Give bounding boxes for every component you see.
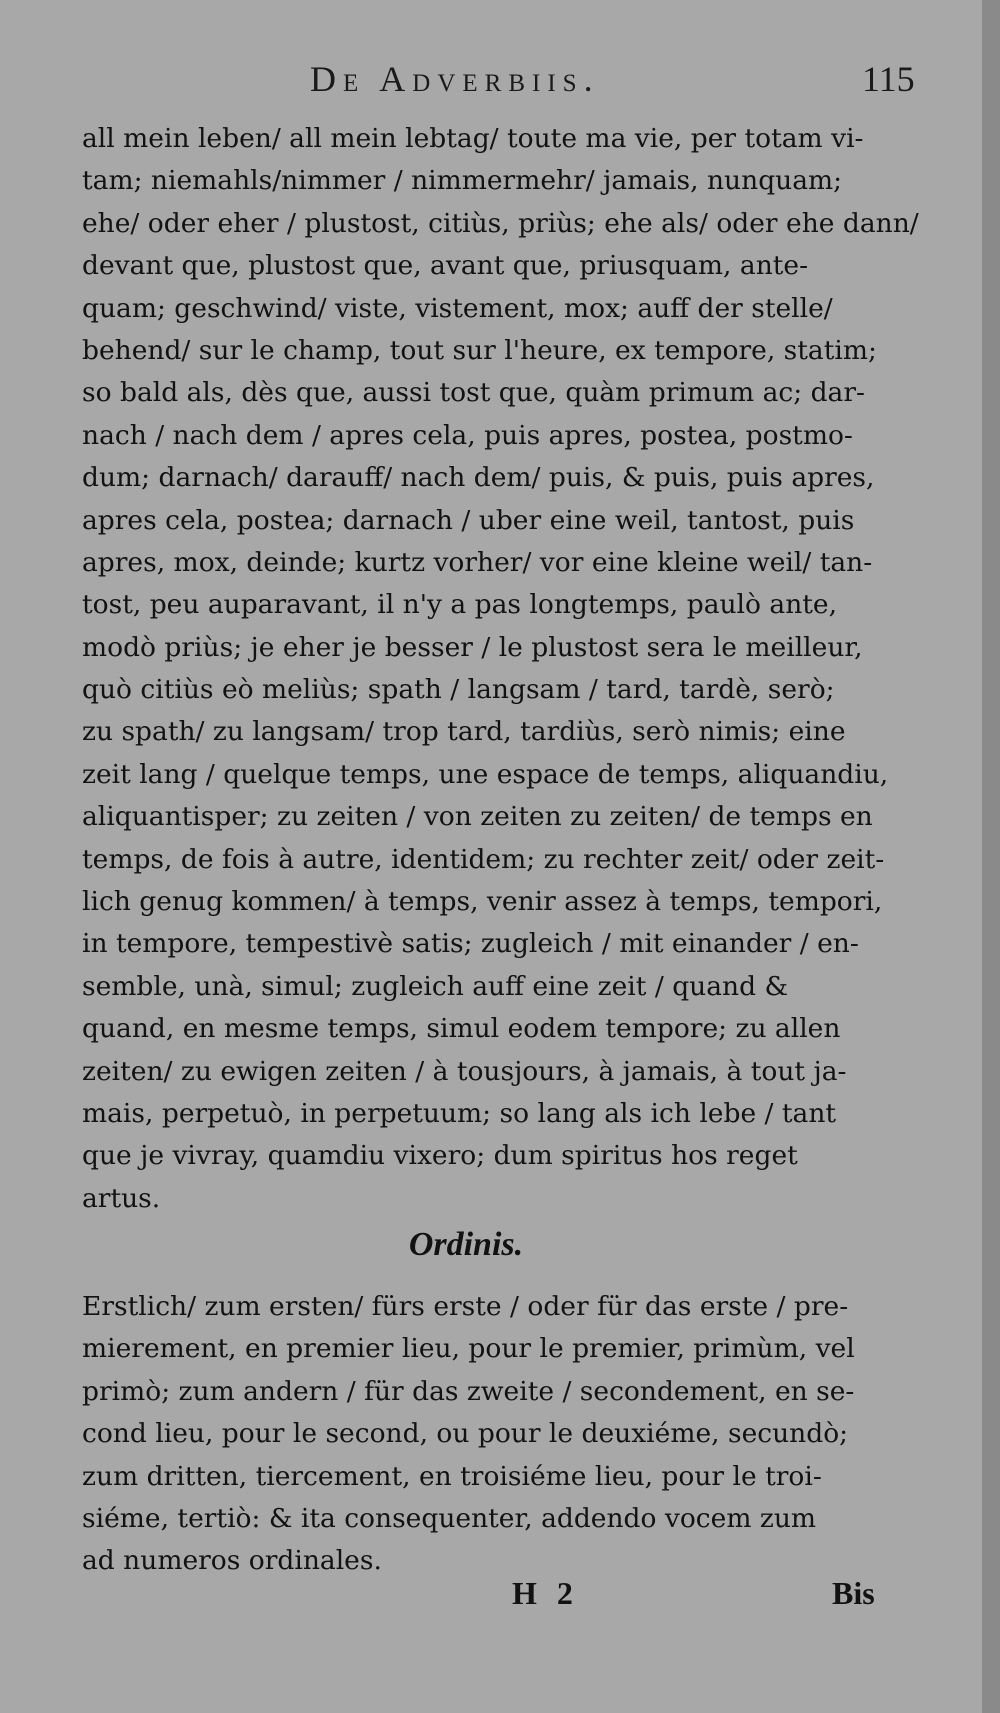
text-line: temps, de fois à autre, identidem; zu rechter zeit/ oder zeit-	[82, 843, 885, 875]
text-line: aliquantisper; zu zeiten / von zeiten zu zeiten/ de temps en	[82, 801, 873, 833]
text-line: so bald als, dès que, aussi tost que, quàm primum ac; dar-	[82, 377, 865, 409]
text-line: dum; darnach/ darauff/ nach dem/ puis, & puis, puis apres,	[82, 462, 875, 494]
text-line: siéme, tertiò: & ita consequenter, addendo vocem zum	[82, 1502, 817, 1534]
text-line: zeiten/ zu ewigen zeiten / à tousjours, à jamais, à tout ja-	[82, 1055, 847, 1087]
text-line: quò citiùs eò meliùs; spath / langsam / tard, tardè, serò;	[82, 674, 835, 706]
text-line: apres cela, postea; darnach / uber eine weil, tantost, puis	[82, 504, 855, 536]
text-line: ad numeros ordinales.	[82, 1545, 382, 1577]
text-line: zeit lang / quelque temps, une espace de temps, aliquandiu,	[82, 758, 889, 790]
text-line: mais, perpetuò, in perpetuum; so lang als ich lebe / tant	[82, 1097, 837, 1129]
page-number: 115	[862, 59, 915, 99]
page-footer	[0, 1575, 1000, 1625]
text-line: ehe/ oder eher / plustost, citiùs, priùs; ehe als/ oder ehe dann/	[82, 207, 919, 239]
text-line: behend/ sur le champ, tout sur l'heure, ex tempore, statim;	[82, 334, 877, 366]
text-line: quam; geschwind/ viste, vistement, mox; auff der stelle/	[82, 292, 833, 324]
text-line: semble, unà, simul; zugleich auff eine zeit / quand &	[82, 970, 789, 1002]
text-line: all mein leben/ all mein lebtag/ toute ma vie, per totam vi-	[82, 123, 864, 154]
text-line: Erstlich/ zum ersten/ fürs erste / oder für das erste / pre-	[82, 1291, 849, 1322]
text-line: devant que, plustost que, avant que, priusquam, ante-	[82, 250, 809, 282]
text-line: cond lieu, pour le second, ou pour le deuxiéme, secundò;	[82, 1418, 849, 1450]
text-line: in tempore, tempestivè satis; zugleich / mit einander / en-	[82, 928, 859, 960]
page-gutter	[982, 0, 1000, 1713]
text-line: primò; zum andern / für das zweite / secondement, en se-	[82, 1375, 855, 1407]
text-line: modò priùs; je eher je besser / le plustost sera le meilleur,	[82, 631, 863, 663]
main-text	[82, 118, 919, 1220]
text-line: zum dritten, tiercement, en troisiéme lieu, pour le troi-	[82, 1460, 822, 1492]
section-heading-row	[82, 1215, 910, 1275]
section-heading: Ordinis.	[408, 1226, 524, 1263]
catchword: Bis	[832, 1575, 875, 1611]
text-line: lich genug kommen/ à temps, venir assez à temps, tempori,	[82, 886, 883, 918]
text-line: apres, mox, deinde; kurtz vorher/ vor eine kleine weil/ tan-	[82, 546, 873, 578]
text-line: mierement, en premier lieu, pour le premier, primùm, vel	[82, 1333, 855, 1365]
running-title: De Adverbiis.	[310, 59, 600, 99]
signature-mark: H 2	[512, 1575, 579, 1611]
text-line: tam; niemahls/nimmer / nimmermehr/ jamais, nunquam;	[82, 165, 843, 197]
section-text	[82, 1286, 910, 1583]
text-line: quand, en mesme temps, simul eodem tempore; zu allen	[82, 1013, 841, 1045]
text-line: que je vivray, quamdiu vixero; dum spiritus hos reget	[82, 1140, 798, 1172]
text-line: artus.	[82, 1182, 161, 1214]
text-line: zu spath/ zu langsam/ trop tard, tardiùs, serò nimis; eine	[82, 716, 846, 748]
page-header	[0, 58, 1000, 114]
text-line: nach / nach dem / apres cela, puis apres, postea, postmo-	[82, 419, 853, 451]
text-line: tost, peu auparavant, il n'y a pas longtemps, paulò ante,	[82, 589, 838, 621]
